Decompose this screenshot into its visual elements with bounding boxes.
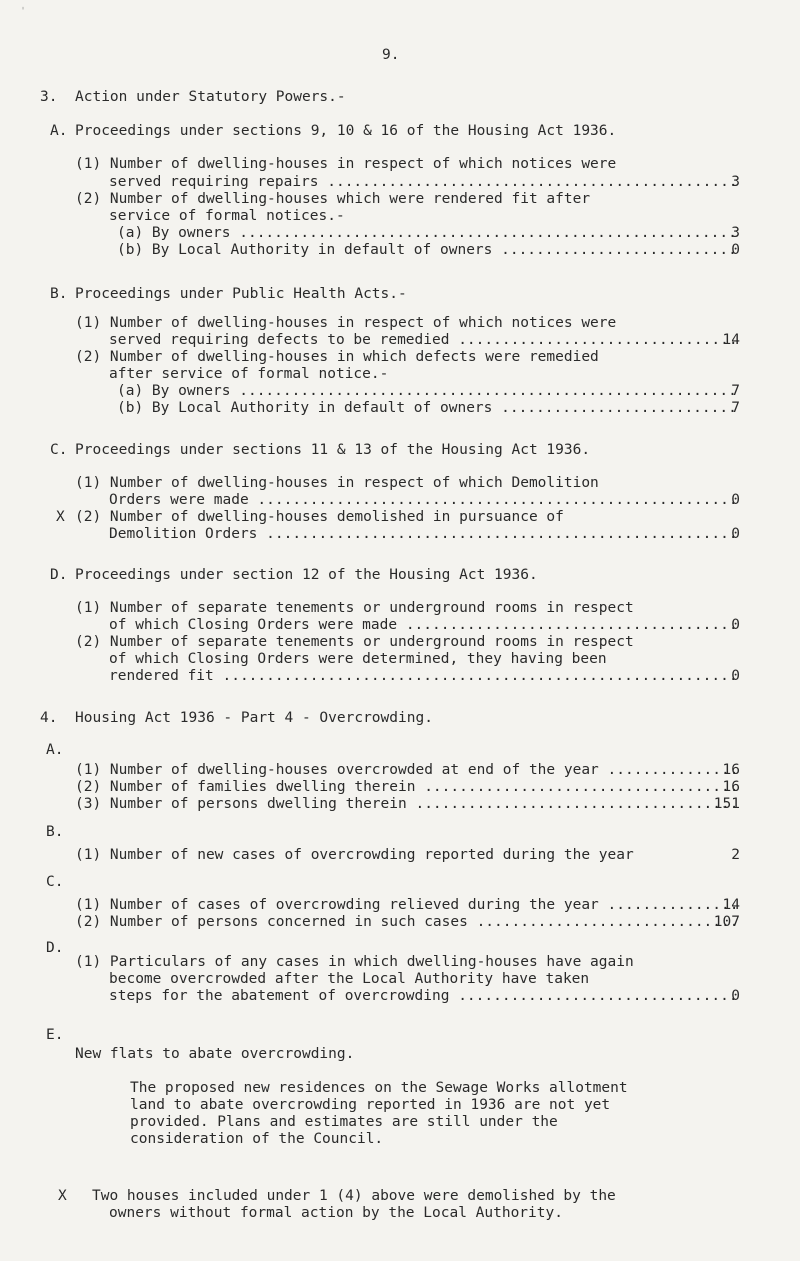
item-value: 16 <box>722 762 740 778</box>
item-value: 3 <box>731 225 740 241</box>
item-label-leader: (a) By owners ..... <box>117 382 739 400</box>
section-4c-letter: C. <box>46 874 64 890</box>
item-value: 0 <box>731 526 740 542</box>
section-4a-letter: A. <box>46 742 64 758</box>
footnote-line: owners without formal action by the Local Authority. <box>109 1205 563 1221</box>
item-value: 14 <box>722 897 740 913</box>
item-value: 16 <box>722 779 740 795</box>
item-label-leader: (3) Number of persons dwelling therein ..... <box>75 795 739 813</box>
item-line: (2) Number of dwelling-houses which were rendered fit after <box>75 191 591 207</box>
item-line: (1) Number of dwelling-houses in respect of which notices were <box>75 315 617 331</box>
item-value: 0 <box>731 617 740 633</box>
item-label-leader: (a) By owners ..... <box>117 224 739 242</box>
item-label-leader: (2) Number of families dwelling therein ..... <box>75 778 739 796</box>
scan-tick-mark: ˌ <box>20 0 27 11</box>
section-3-title: Action under Statutory Powers.- <box>75 89 346 105</box>
item-line: (1) Number of separate tenements or underground rooms in respect <box>75 600 634 616</box>
item-line: (2) Number of dwelling-houses demolished in pursuance of <box>75 509 564 525</box>
item-label-leader: (b) By Local Authority in default of owners ..... <box>117 241 739 259</box>
item-label-leader: of which Closing Orders were made ..... <box>109 616 739 634</box>
item-label: (1) Number of new cases of overcrowding reported during the year <box>75 847 634 863</box>
item-label-leader: (1) Number of cases of overcrowding relieved during the year ..... <box>75 896 739 914</box>
section-4-title: Housing Act 1936 - Part 4 - Overcrowding. <box>75 710 433 726</box>
item-line: (1) Particulars of any cases in which dwelling-houses have again <box>75 954 634 970</box>
x-marker: X <box>56 509 65 525</box>
footnote-line: Two houses included under 1 (4) above were demolished by the <box>92 1188 616 1204</box>
item-label-leader: (b) By Local Authority in default of owners ..... <box>117 399 739 417</box>
item-value: 7 <box>731 383 740 399</box>
item-label-leader: (2) Number of persons concerned in such cases ..... <box>75 913 739 931</box>
item-value: 151 <box>713 796 740 812</box>
section-4-number: 4. <box>40 710 58 726</box>
section-3c-heading: Proceedings under sections 11 & 13 of the Housing Act 1936. <box>75 442 591 458</box>
section-4e-letter: E. <box>46 1027 64 1043</box>
item-value: 7 <box>731 400 740 416</box>
item-line: (1) Number of dwelling-houses in respect of which notices were <box>75 156 617 172</box>
item-line: (2) Number of separate tenements or underground rooms in respect <box>75 634 634 650</box>
item-label-leader: (1) Number of dwelling-houses overcrowded at end of the year ..... <box>75 761 739 779</box>
item-value: 107 <box>713 914 740 930</box>
item-line: (2) Number of dwelling-houses in which defects were remedied <box>75 349 599 365</box>
section-3-number: 3. <box>40 89 58 105</box>
section-4d-letter: D. <box>46 940 64 956</box>
paragraph-line: provided. Plans and estimates are still under the <box>130 1114 558 1130</box>
section-3a-heading: Proceedings under sections 9, 10 & 16 of the Housing Act 1936. <box>75 123 617 139</box>
section-3b-heading: Proceedings under Public Health Acts.- <box>75 286 407 302</box>
paragraph-line: land to abate overcrowding reported in 1936 are not yet <box>130 1097 611 1113</box>
item-label-leader: Orders were made ..... <box>109 491 739 509</box>
section-3d-heading: Proceedings under section 12 of the Housing Act 1936. <box>75 567 538 583</box>
footnote-marker: X <box>58 1188 67 1204</box>
item-label-leader: served requiring defects to be remedied ..... <box>109 331 739 349</box>
paragraph-line: consideration of the Council. <box>130 1131 384 1147</box>
item-line: after service of formal notice.- <box>109 366 389 382</box>
item-label-leader: steps for the abatement of overcrowding ..... <box>109 987 739 1005</box>
item-line: service of formal notices.- <box>109 208 345 224</box>
item-label-leader: Demolition Orders ..... <box>109 525 739 543</box>
item-line: become overcrowded after the Local Authority have taken <box>109 971 590 987</box>
item-value: 3 <box>731 174 740 190</box>
item-value: 0 <box>731 492 740 508</box>
item-line: (1) Number of dwelling-houses in respect of which Demolition <box>75 475 599 491</box>
section-3b-letter: B. <box>50 286 68 302</box>
item-line: of which Closing Orders were determined, they having been <box>109 651 607 667</box>
item-label-leader: rendered fit ..... <box>109 667 739 685</box>
item-label-leader: served requiring repairs ..... <box>109 173 739 191</box>
section-3a-letter: A. <box>50 123 68 139</box>
page-number: 9. <box>382 47 400 63</box>
item-value: 0 <box>731 242 740 258</box>
item-value: 0 <box>731 668 740 684</box>
section-3d-letter: D. <box>50 567 68 583</box>
paragraph-line: The proposed new residences on the Sewage Works allotment <box>130 1080 628 1096</box>
section-4b-letter: B. <box>46 824 64 840</box>
section-3c-letter: C. <box>50 442 68 458</box>
item-value: 2 <box>731 847 740 863</box>
section-4e-heading: New flats to abate overcrowding. <box>75 1046 355 1062</box>
item-value: 0 <box>731 988 740 1004</box>
item-value: 14 <box>722 332 740 348</box>
